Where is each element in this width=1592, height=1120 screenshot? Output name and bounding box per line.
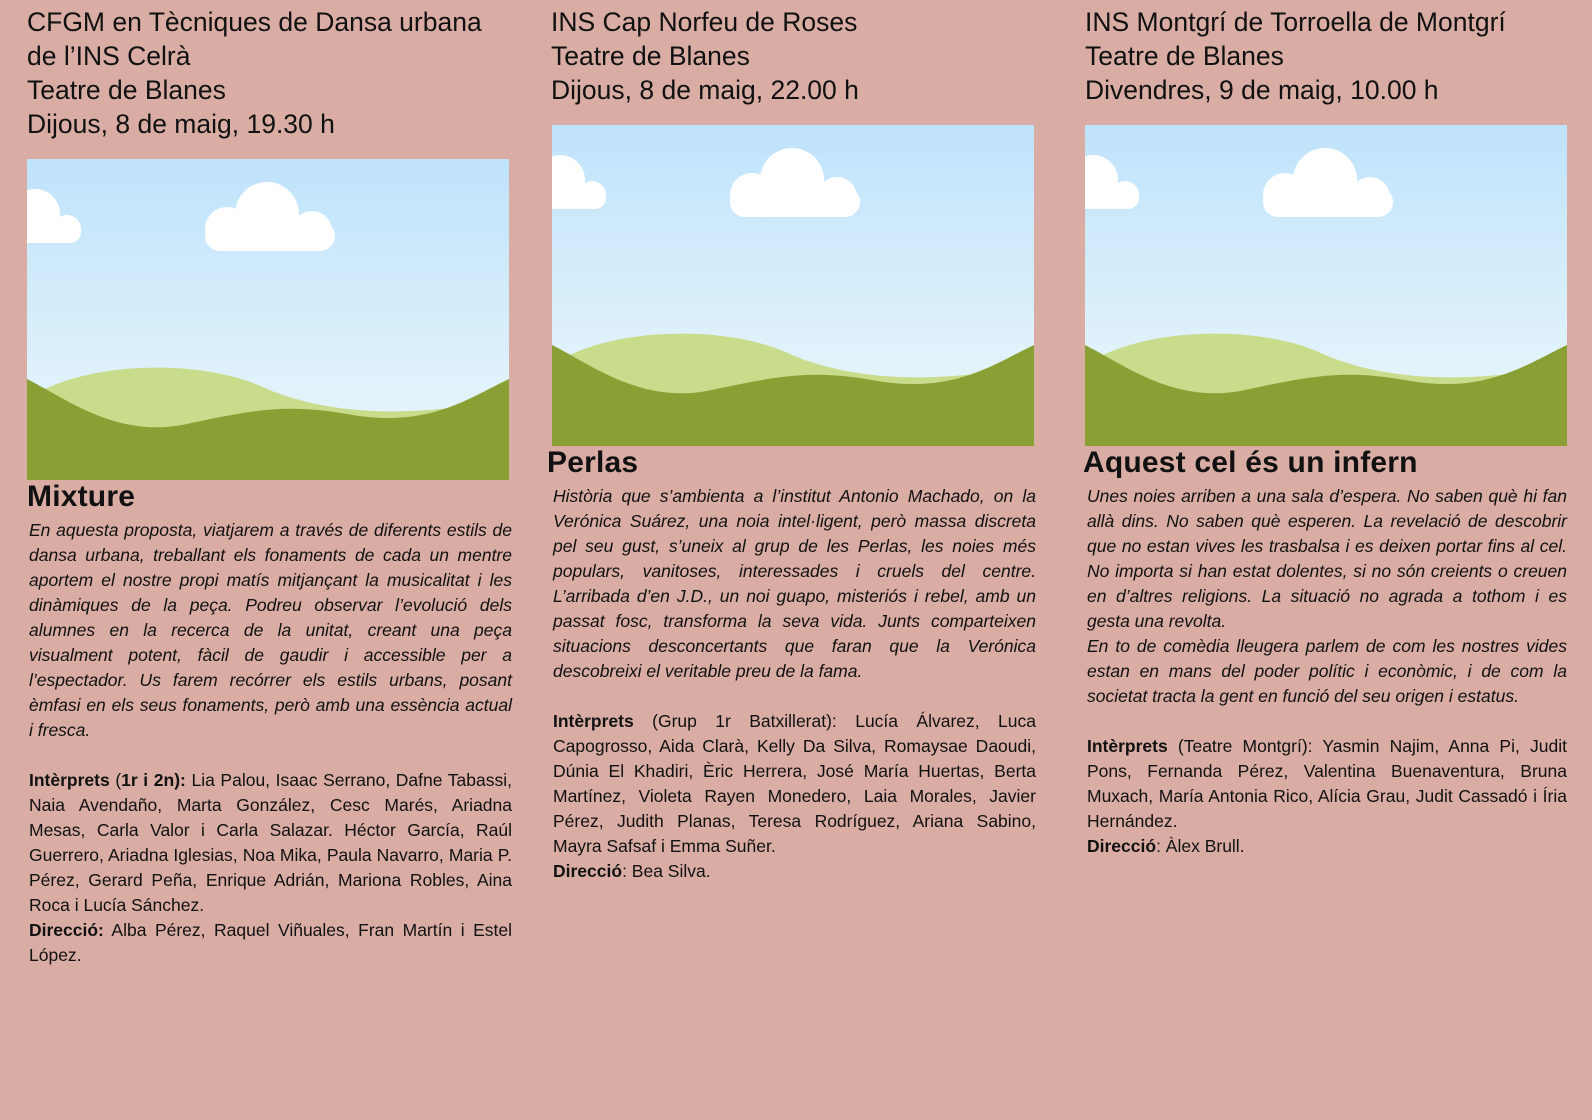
direction-label: Direcció xyxy=(1087,836,1157,856)
venue-line: de l’INS Celrà xyxy=(27,41,191,71)
direction-names: Alba Pérez, Raquel Viñuales, Fran Martín i Estel López. xyxy=(29,920,512,965)
venue-line: INS Cap Norfeu de Roses xyxy=(551,7,858,37)
event-venue-info xyxy=(551,0,1036,107)
cast-group: (Grup 1r Batxillerat): xyxy=(652,711,837,731)
venue-line: Divendres, 9 de maig, 10.00 h xyxy=(1085,75,1439,105)
event-description xyxy=(553,484,1036,684)
event-credits xyxy=(1087,734,1567,859)
cast-group: 1r i 2n xyxy=(121,770,175,790)
direction-line xyxy=(553,859,1036,884)
cast-label: Intèrprets xyxy=(29,770,110,790)
cast-label: Intèrprets xyxy=(1087,736,1168,756)
venue-line: Dijous, 8 de maig, 19.30 h xyxy=(27,109,335,139)
event-description xyxy=(29,518,512,743)
event-credits xyxy=(553,709,1036,884)
event-description xyxy=(1087,484,1567,709)
event-credits xyxy=(29,768,512,968)
event-column-3 xyxy=(1085,0,1567,859)
direction-label: Direcció xyxy=(553,861,623,881)
direction-names: : Àlex Brull. xyxy=(1156,836,1245,856)
cast-line xyxy=(29,768,512,918)
image-placeholder-icon xyxy=(1085,125,1567,446)
event-venue-info xyxy=(27,0,512,141)
direction-names: : Bea Silva. xyxy=(622,861,711,881)
cast-names: Lucía Álvarez, Luca Capogrosso, Aida Clarà, Kelly Da Silva, Romaysae Daoudi, Dúnia El Khadiri, Èric Herrera, José María Huertas, Berta Martínez, Violeta Rayen Monedero, Laia Morales, Javier Pérez, Judith Planas, Teresa Rodríguez, Ariana Sabino, Mayra Safsaf i Emma Suñer. xyxy=(553,711,1037,856)
description-paragraph: Unes noies arriben a una sala d’espera. No saben què hi fan allà dins. No saben què esperen. La revelació de descobrir que no estan vives les trasbalsa i es deixen portar fins al cel. No importa si han estat dolentes, si no són creients o creuen en d’altres religions. La situació no agrada a tothom i es gesta una revolta. xyxy=(1087,486,1567,631)
event-venue-info xyxy=(1085,0,1567,107)
description-paragraph: En aquesta proposta, viatjarem a través de diferents estils de dansa urbana, treballant els fonaments de cada un mentre aportem el nostre propi matís mitjançant la musicalitat i les dinàmiques de la peça. Podreu observar l’evolució dels alumnes en la recerca de la unitat, creant una peça visualment potent, fàcil de gaudir i accessible per a l’espectador. Us farem recórrer els estils urbans, posant èmfasi en els seus fonaments, però amb una essència actual i fresca. xyxy=(29,520,512,740)
cast-group-open xyxy=(1168,736,1178,756)
event-title: Mixture xyxy=(27,480,136,513)
cast-group-open xyxy=(634,711,652,731)
cast-names: Lia Palou, Isaac Serrano, Dafne Tabassi, Naia Avendaño, Marta González, Cesc Marés, Ariadna Mesas, Carla Valor i Carla Salazar. Héctor García, Raúl Guerrero, Ariadna Iglesias, Noa Mika, Paula Navarro, Maria P. Pérez, Gerard Peña, Enrique Adrián, Mariona Robles, Aina Roca i Lucía Sánchez. xyxy=(29,770,512,915)
cast-group-open: ( xyxy=(109,770,122,790)
direction-line xyxy=(1087,834,1567,859)
event-column-2 xyxy=(547,0,1037,884)
image-placeholder-icon xyxy=(552,125,1034,446)
description-paragraph: En to de comèdia lleugera parlem de com les nostres vides estan en mans del poder polític i econòmic, i de com la societat tracta la gent en funció del seu origen i estatus. xyxy=(1087,636,1567,706)
venue-line: INS Montgrí de Torroella de Montgrí xyxy=(1085,7,1506,37)
venue-line: Teatre de Blanes xyxy=(1085,41,1284,71)
cast-group-close: ): xyxy=(174,770,186,790)
cast-label: Intèrprets xyxy=(553,711,634,731)
cast-names: Yasmin Najim, Anna Pi, Judit Pons, Fernanda Pérez, Valentina Buenaventura, Bruna Muxach, María Antonia Rico, Alícia Grau, Judit Cassadó i Íria Hernández. xyxy=(1087,736,1567,831)
cast-group: (Teatre Montgrí): xyxy=(1177,736,1313,756)
event-title: Aquest cel és un infern xyxy=(1083,446,1418,479)
description-paragraph: Història que s’ambienta a l’institut Antonio Machado, on la Verónica Suárez, una noia intel·ligent, però massa discreta pel seu gust, s’uneix al grup de les Perlas, les noies més populars, vanitoses, interessades i cruels del centre. L’arribada d’en J.D., un noi guapo, misteriós i rebel, amb un passat fosc, transforma la seva vida. Junts comparteixen situacions desconcertants que faran que la Verónica descobreixi el veritable preu de la fama. xyxy=(553,486,1036,681)
venue-line: Teatre de Blanes xyxy=(27,75,226,105)
cast-line xyxy=(1087,734,1567,834)
direction-line xyxy=(29,918,512,968)
cast-line xyxy=(553,709,1036,859)
direction-label: Direcció: xyxy=(29,920,104,940)
image-placeholder-icon xyxy=(27,159,509,480)
venue-line: CFGM en Tècniques de Dansa urbana xyxy=(27,7,482,37)
event-column-1 xyxy=(27,0,512,968)
event-title: Perlas xyxy=(547,446,639,479)
venue-line: Teatre de Blanes xyxy=(551,41,750,71)
venue-line: Dijous, 8 de maig, 22.00 h xyxy=(551,75,859,105)
